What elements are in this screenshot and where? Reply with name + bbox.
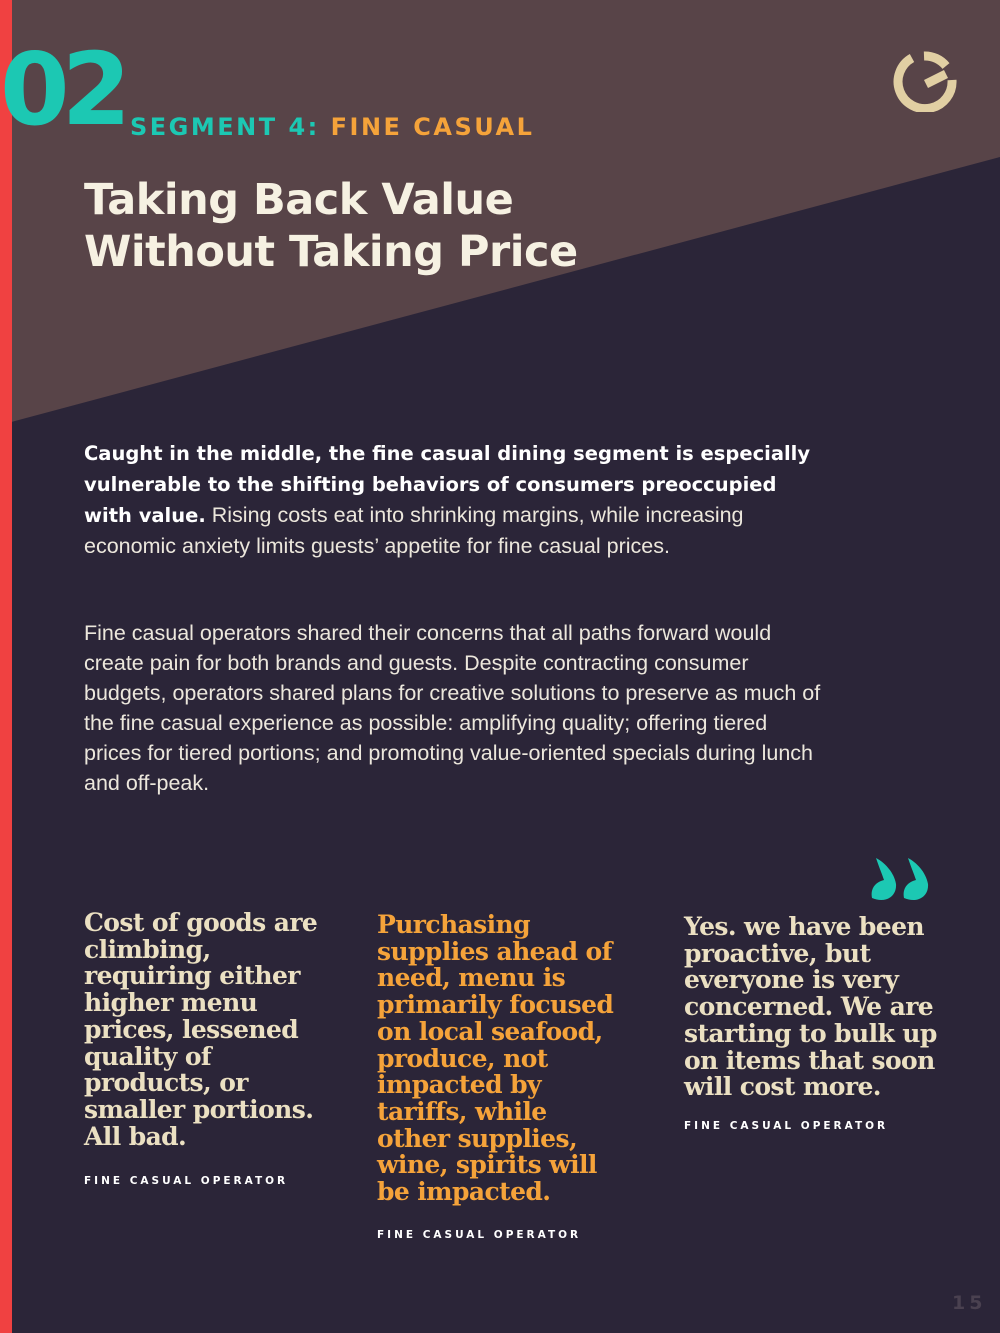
- segment-label: [130, 113, 534, 141]
- intro-lead: Caught in the middle, the fine casual dining segment is especially vulnerable to the shifting behaviors of consumers preoccupied with value.: [84, 442, 811, 527]
- quote-text: Cost of goods are climbing, requiring either higher menu prices, lessened quality of products, or smaller portions. All bad.: [84, 908, 318, 1151]
- intro-paragraph: [84, 438, 824, 561]
- quote-attribution: FINE CASUAL OPERATOR: [377, 1229, 582, 1241]
- segment-name: FINE CASUAL: [330, 113, 535, 141]
- quote-text: Purchasing supplies ahead of need, menu is primarily focused on local seafood, produce, not impacted by tariffs, while other supplies, wine, spirits will be impacted.: [377, 910, 614, 1207]
- operators-paragraph: Fine casual operators shared their concerns that all paths forward would create pain for both brands and guests. Despite contracting consumer budgets, operators shared plans for creative solutions to preserve as much of the fine casual experience as possible: amplifying quality; offering tiered prices for tiered portions; and promoting value-oriented specials during lunch and off-peak.: [84, 621, 821, 795]
- quote-text: Yes. we have been proactive, but everyone is very concerned. We are starting to bulk up on items that soon will cost more.: [684, 912, 937, 1102]
- quote-attribution: FINE CASUAL OPERATOR: [684, 1120, 889, 1132]
- page-title: Taking Back Value Without Taking Price: [84, 175, 578, 277]
- segment-prefix: SEGMENT 4:: [130, 113, 320, 141]
- quotation-marks-icon: [866, 852, 936, 904]
- circle-arrow-logo-icon: [890, 50, 960, 112]
- page-number: 15: [952, 1292, 987, 1314]
- left-accent-bar: [0, 0, 12, 1333]
- quote-attribution: FINE CASUAL OPERATOR: [84, 1175, 289, 1187]
- intro-rest: Rising costs eat into shrinking margins, while increasing economic anxiety limits guests’ appetite for fine casual prices.: [84, 503, 744, 558]
- section-number: 02: [0, 31, 124, 148]
